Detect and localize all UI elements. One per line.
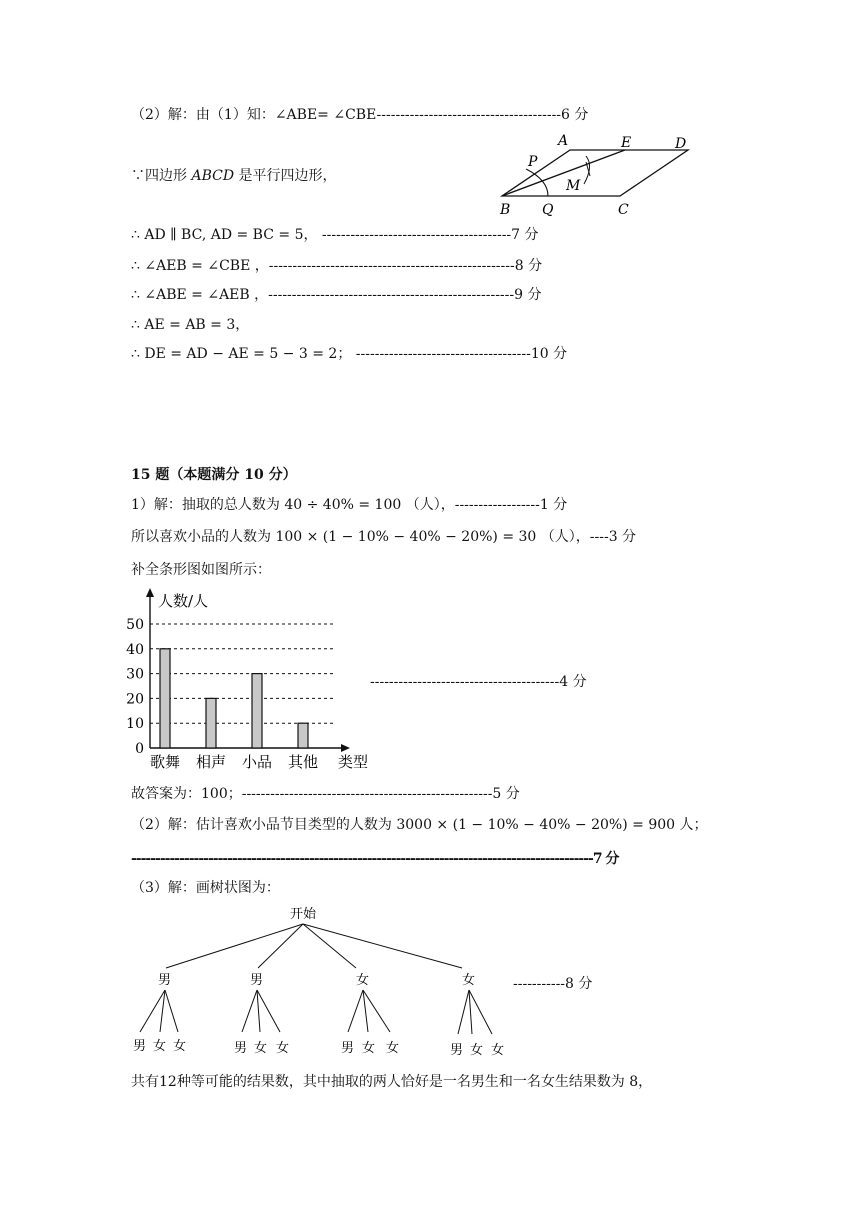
tree-leaf: 女	[173, 1039, 187, 1054]
q15-line-8: 共有12种等可能的结果数，其中抽取的两人恰好是一名男生和一名女生结果数为 8，	[131, 1074, 653, 1090]
x-tick-label: 其他	[287, 753, 319, 771]
tree-root: 开始	[290, 907, 317, 922]
tree-leaf: 男	[133, 1039, 147, 1054]
x-tick-label: 小品	[241, 753, 273, 771]
label-D: D	[675, 136, 687, 152]
y-tick-label: 20	[126, 691, 144, 708]
tree-node-3: 女	[356, 973, 370, 988]
y-axis-arrow	[146, 588, 154, 597]
solution-line-3: ∴ AD ∥ BC, AD = BC = 5， ----------------------------------------7 分	[131, 227, 539, 243]
solution-line-7: ∴ DE = AD − AE = 5 − 3 = 2； -------------------------------------10 分	[131, 346, 568, 362]
q15-line-1: 1）解：抽取的总人数为 40 ÷ 40% = 100 （人），------------------1 分	[131, 497, 568, 513]
y-axis-label: 人数/人	[158, 592, 209, 610]
tree-leaf: 女	[153, 1039, 167, 1054]
tree-leaf: 男	[234, 1041, 248, 1056]
label-A: A	[558, 133, 569, 149]
tree-node-2: 男	[250, 973, 264, 988]
tree-leaf: 女	[362, 1041, 376, 1056]
tree-leaf: 女	[386, 1041, 400, 1056]
label-E: E	[621, 135, 632, 151]
label-M: M	[566, 178, 581, 194]
q15-line-2: 所以喜欢小品的人数为 100 × (1 − 10% − 40% − 20%) = 30 （人），----3 分	[131, 529, 637, 545]
quad-name: ABCD	[191, 168, 235, 184]
q15-line-5: （2）解：估计喜欢小品节目类型的人数为 3000 × (1 − 10% − 40% − 20%) = 900 人；	[131, 817, 708, 833]
tree-diagram	[120, 900, 520, 1070]
chart-yticks	[126, 617, 144, 757]
label-P: P	[528, 154, 538, 170]
y-tick-label: 50	[126, 617, 144, 633]
y-tick-label: 30	[126, 666, 144, 683]
y-tick-label: 0	[135, 741, 144, 757]
bar-1	[160, 649, 170, 748]
chart-score-line: ----------------------------------------4 分	[370, 674, 587, 690]
text: 是平行四边形，	[234, 168, 337, 184]
tree-leaf: 男	[341, 1041, 355, 1056]
parallelogram-figure	[490, 128, 710, 223]
solution-line-2	[131, 167, 337, 185]
tree-node-4: 女	[462, 973, 476, 988]
tree-leaf: 女	[470, 1043, 484, 1058]
text: ∵四边形	[131, 168, 192, 184]
q15-line-7: （3）解：画树状图为：	[131, 880, 280, 896]
q15-line-3: 补全条形图如图所示：	[131, 562, 271, 578]
solution-line-4: ∴ ∠AEB = ∠CBE ，----------------------------------------------------8 分	[131, 258, 543, 274]
tree-score-line: -----------8 分	[513, 976, 593, 992]
label-B: B	[500, 202, 511, 218]
q15-line-6: ------------------------------------------------------------------------------------------------7 分	[131, 851, 619, 867]
chart-xticks	[150, 753, 318, 771]
bar-2	[206, 698, 216, 748]
x-axis-label: 类型	[338, 753, 369, 771]
bar-chart	[120, 588, 380, 778]
bar-4	[298, 723, 308, 748]
tree-leaf: 男	[450, 1043, 464, 1058]
solution-line-6: ∴ AE = AB = 3，	[131, 317, 250, 333]
x-tick-label: 歌舞	[149, 753, 181, 771]
y-tick-label: 40	[126, 641, 144, 658]
tree-leaf: 女	[254, 1041, 268, 1056]
label-Q: Q	[542, 202, 554, 218]
tree-leaf: 女	[276, 1041, 290, 1056]
x-tick-label: 相声	[195, 753, 227, 771]
question-heading: 15 题（本题满分 10 分）	[131, 467, 297, 483]
label-C: C	[618, 202, 629, 218]
tree-leaf: 女	[491, 1043, 505, 1058]
chart-axes	[146, 588, 350, 752]
y-tick-label: 10	[126, 716, 144, 733]
solution-line-1: （2）解：由（1）知：∠ABE= ∠CBE---------------------------------------6 分	[131, 107, 589, 123]
q15-line-4: 故答案为：100；-----------------------------------------------------5 分	[131, 786, 520, 802]
solution-line-5: ∴ ∠ABE = ∠AEB ，----------------------------------------------------9 分	[131, 287, 542, 303]
x-axis-arrow	[341, 744, 350, 752]
bar-3	[252, 674, 262, 748]
tree-node-1: 男	[158, 973, 172, 988]
chart-grid	[150, 624, 335, 723]
